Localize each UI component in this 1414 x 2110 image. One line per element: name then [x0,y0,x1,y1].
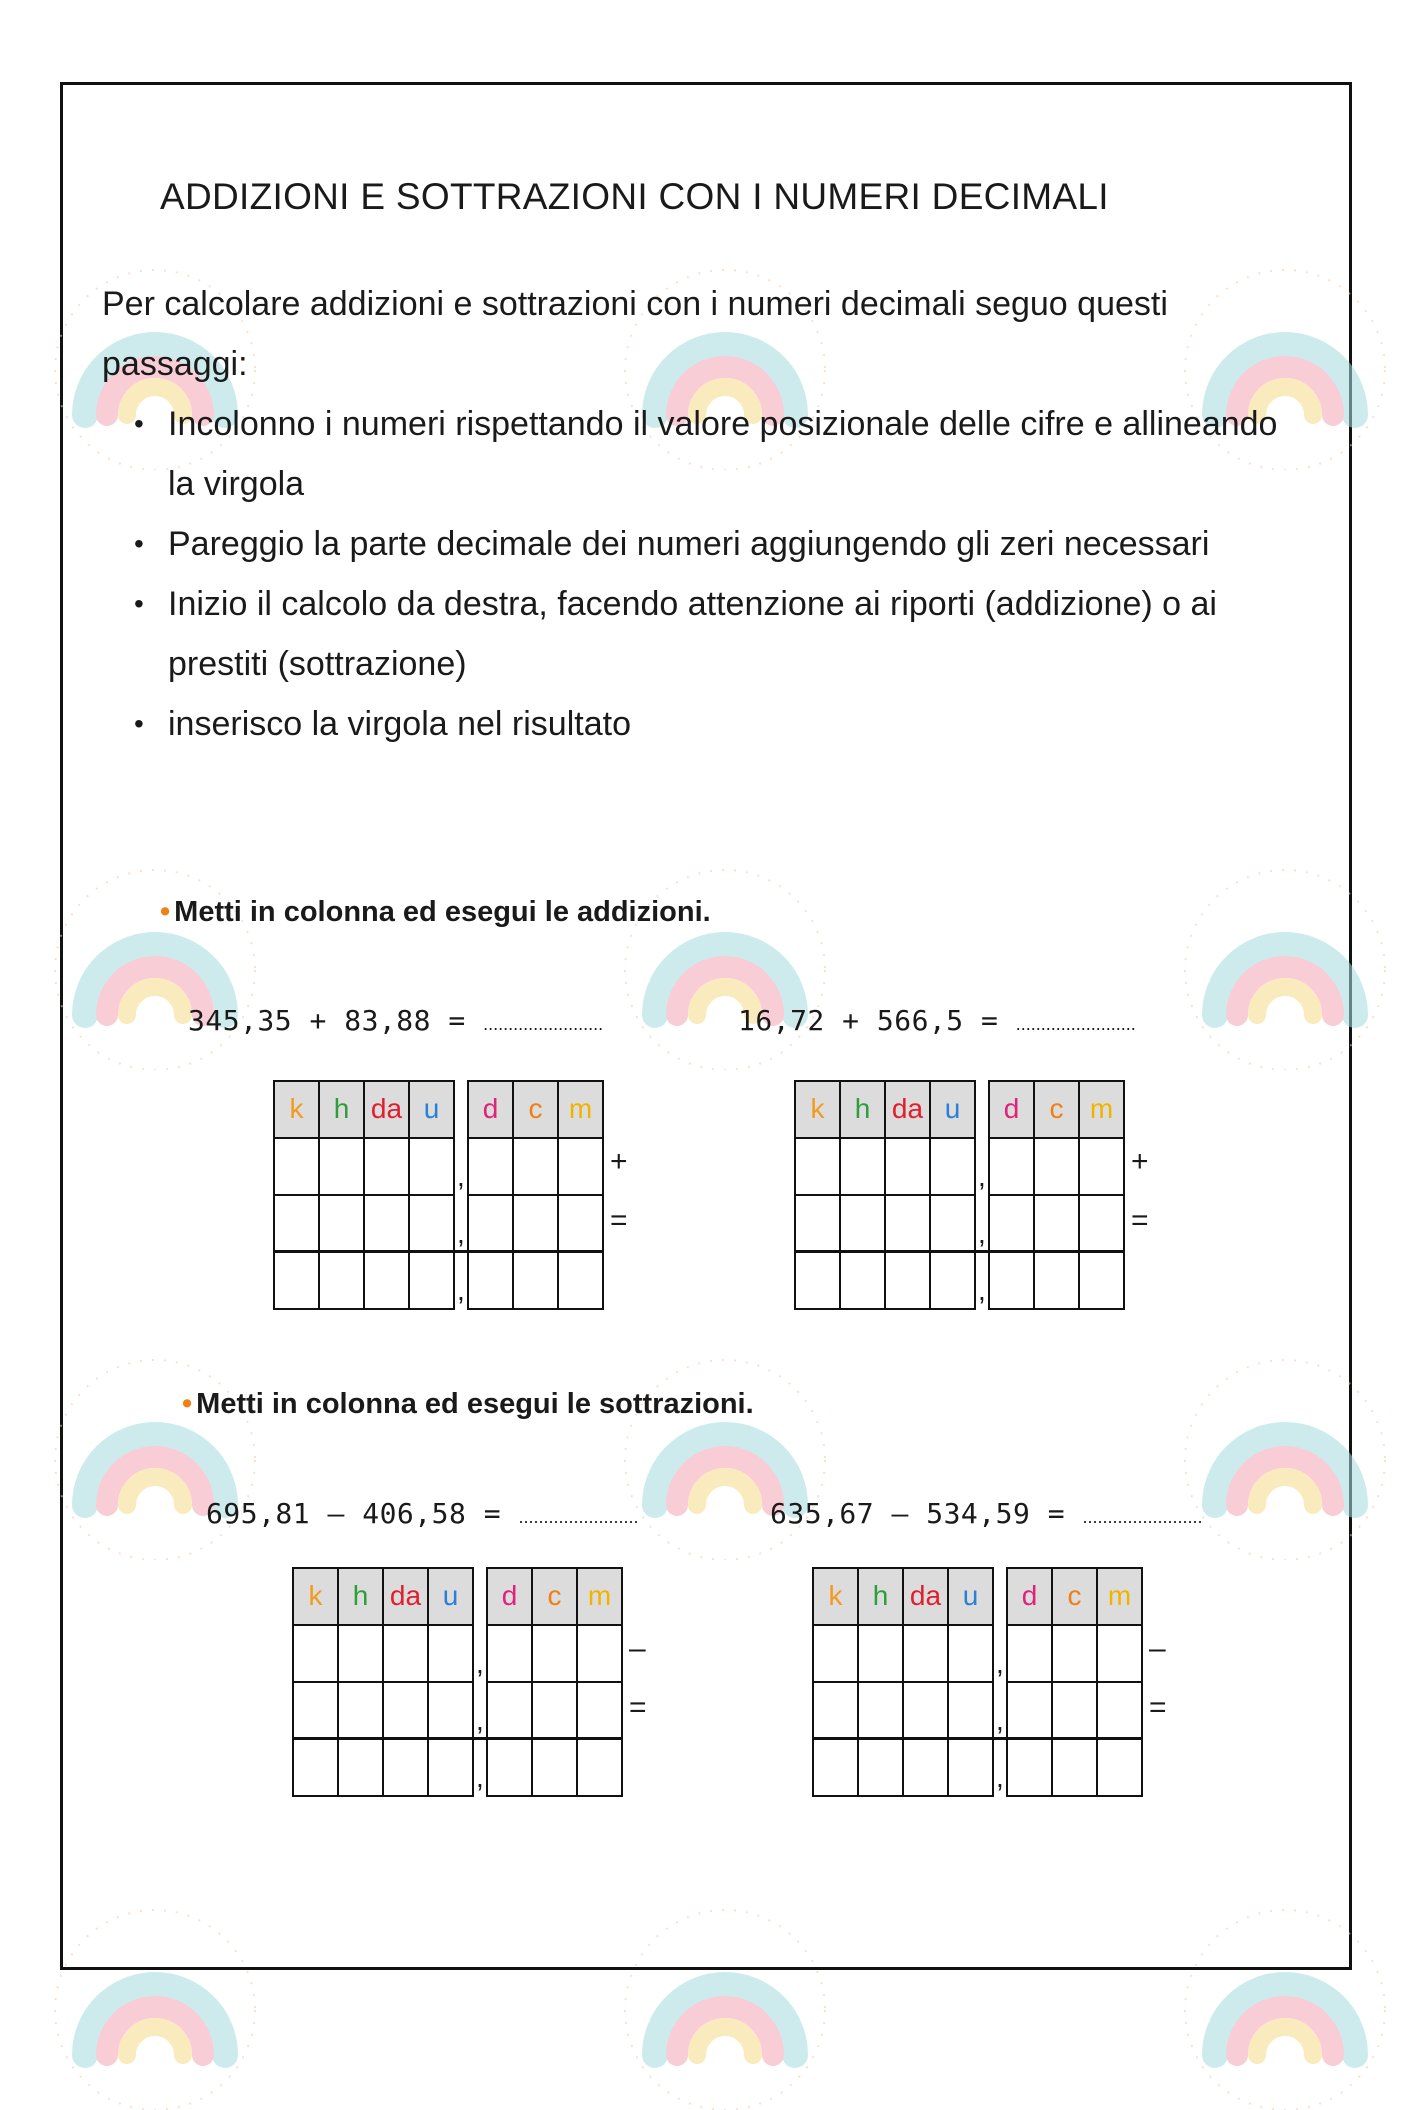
digit-cell[interactable] [318,1194,365,1253]
digit-cell[interactable] [576,1738,623,1797]
expression: 345,35 + 83,88 = [188,1004,466,1037]
digit-cell[interactable] [292,1738,339,1797]
place-header-k: k [812,1567,859,1626]
digit-cell[interactable] [382,1738,429,1797]
addition-heading: • Metti in colonna ed esegui le addizioni. [160,896,711,928]
result-separator-line [273,1250,604,1253]
place-header-c: c [531,1567,578,1626]
digit-cell[interactable] [839,1194,886,1253]
digit-cell[interactable] [1006,1624,1053,1683]
digit-cell[interactable] [292,1681,339,1740]
digit-cell[interactable] [382,1624,429,1683]
digit-cell[interactable] [486,1681,533,1740]
step-item: • Incolonno i numeri rispettando il valore posizionale delle cifre e allineando la virgola [168,394,1308,514]
expression: 635,67 – 534,59 = [770,1497,1066,1530]
result-separator-line [794,1250,1125,1253]
place-header-c: c [1051,1567,1098,1626]
place-header-c: c [1033,1080,1080,1139]
digit-cell[interactable] [486,1624,533,1683]
place-header-m: m [557,1080,604,1139]
digit-cell[interactable] [363,1251,410,1310]
answer-blank[interactable]: ........................ [1082,1507,1203,1527]
digit-cell[interactable] [1096,1681,1143,1740]
digit-cell[interactable] [337,1681,384,1740]
place-header-d: d [467,1080,514,1139]
digit-cell[interactable] [884,1137,931,1196]
decimal-comma: , [476,1648,484,1679]
digit-cell[interactable] [273,1137,320,1196]
rainbow-watermark-icon [1170,840,1400,1070]
digit-cell[interactable] [557,1194,604,1253]
decimal-comma: , [978,1275,986,1306]
digit-cell[interactable] [363,1194,410,1253]
result-separator-line [292,1737,623,1740]
digit-cell[interactable] [794,1251,841,1310]
place-header-m: m [576,1567,623,1626]
digit-cell[interactable] [557,1251,604,1310]
place-header-m: m [1078,1080,1125,1139]
digit-cell[interactable] [427,1738,474,1797]
operator-sign: + [610,1145,628,1178]
orange-bullet-icon: • [182,1388,193,1420]
place-header-u: u [427,1567,474,1626]
digit-cell[interactable] [947,1681,994,1740]
digit-cell[interactable] [467,1194,514,1253]
digit-cell[interactable] [531,1681,578,1740]
place-header-u: u [929,1080,976,1139]
addition-exercise-2 [738,1004,1136,1037]
place-header-da: da [363,1080,410,1139]
digit-cell[interactable] [512,1251,559,1310]
digit-cell[interactable] [427,1681,474,1740]
expression: 695,81 – 406,58 = [206,1497,502,1530]
step-item: • inserisco la virgola nel risultato [168,694,1308,754]
decimal-comma: , [996,1648,1004,1679]
place-header-d: d [486,1567,533,1626]
decimal-comma: , [457,1161,465,1192]
decimal-comma: , [996,1705,1004,1736]
digit-cell[interactable] [467,1137,514,1196]
decimal-comma: , [996,1762,1004,1793]
decimal-comma: , [978,1218,986,1249]
digit-cell[interactable] [1033,1137,1080,1196]
place-header-h: h [318,1080,365,1139]
digit-cell[interactable] [1006,1681,1053,1740]
rainbow-watermark-icon [40,1880,270,2110]
digit-cell[interactable] [794,1194,841,1253]
digit-cell[interactable] [318,1251,365,1310]
digit-cell[interactable] [337,1738,384,1797]
equals-sign: = [1149,1691,1167,1724]
subtraction-exercise-1 [206,1497,638,1530]
step-item: • Pareggio la parte decimale dei numeri aggiungendo gli zeri necessari [168,514,1308,574]
page-title: ADDIZIONI E SOTTRAZIONI CON I NUMERI DECIMALI [160,176,1109,217]
digit-cell[interactable] [839,1251,886,1310]
digit-cell[interactable] [929,1137,976,1196]
place-header-u: u [947,1567,994,1626]
decimal-comma: , [457,1218,465,1249]
place-header-d: d [988,1080,1035,1139]
digit-cell[interactable] [408,1194,455,1253]
digit-cell[interactable] [318,1137,365,1196]
equals-sign: = [1131,1204,1149,1237]
digit-cell[interactable] [363,1137,410,1196]
place-header-h: h [839,1080,886,1139]
answer-blank[interactable]: ........................ [518,1507,639,1527]
digit-cell[interactable] [857,1738,904,1797]
digit-cell[interactable] [467,1251,514,1310]
digit-cell[interactable] [292,1624,339,1683]
digit-cell[interactable] [929,1194,976,1253]
digit-cell[interactable] [1006,1738,1053,1797]
place-header-da: da [884,1080,931,1139]
digit-cell[interactable] [1051,1738,1098,1797]
digit-cell[interactable] [988,1251,1035,1310]
answer-blank[interactable]: ........................ [1015,1014,1136,1034]
operator-sign: – [629,1632,646,1665]
place-header-da: da [902,1567,949,1626]
decimal-comma: , [476,1762,484,1793]
steps-list [120,394,1308,754]
digit-cell[interactable] [337,1624,384,1683]
digit-cell[interactable] [427,1624,474,1683]
digit-cell[interactable] [947,1738,994,1797]
digit-cell[interactable] [884,1194,931,1253]
digit-cell[interactable] [857,1681,904,1740]
digit-cell[interactable] [382,1681,429,1740]
digit-cell[interactable] [812,1738,859,1797]
digit-cell[interactable] [408,1251,455,1310]
answer-blank[interactable]: ........................ [483,1014,604,1034]
place-header-k: k [794,1080,841,1139]
digit-cell[interactable] [1078,1137,1125,1196]
place-header-h: h [337,1567,384,1626]
decimal-comma: , [978,1161,986,1192]
step-item: • Inizio il calcolo da destra, facendo attenzione ai riporti (addizione) o ai prestiti (sottrazione) [168,574,1308,694]
digit-cell[interactable] [408,1137,455,1196]
operator-sign: + [1131,1145,1149,1178]
equals-sign: = [610,1204,628,1237]
place-header-u: u [408,1080,455,1139]
digit-cell[interactable] [576,1624,623,1683]
digit-cell[interactable] [576,1681,623,1740]
addition-exercise-1 [188,1004,603,1037]
result-separator-line [812,1737,1143,1740]
rainbow-watermark-icon [610,1880,840,2110]
digit-cell[interactable] [902,1738,949,1797]
rainbow-watermark-icon [1170,1880,1400,2110]
place-header-da: da [382,1567,429,1626]
place-header-k: k [273,1080,320,1139]
digit-cell[interactable] [812,1624,859,1683]
place-header-m: m [1096,1567,1143,1626]
place-header-k: k [292,1567,339,1626]
digit-cell[interactable] [1033,1251,1080,1310]
digit-cell[interactable] [273,1194,320,1253]
digit-cell[interactable] [273,1251,320,1310]
intro-text: Per calcolare addizioni e sottrazioni con i numeri decimali seguo questi passaggi: [102,285,1168,383]
digit-cell[interactable] [557,1137,604,1196]
digit-cell[interactable] [794,1137,841,1196]
digit-cell[interactable] [857,1624,904,1683]
orange-bullet-icon: • [160,896,171,928]
digit-cell[interactable] [947,1624,994,1683]
place-header-h: h [857,1567,904,1626]
digit-cell[interactable] [929,1251,976,1310]
digit-cell[interactable] [988,1194,1035,1253]
equals-sign: = [629,1691,647,1724]
digit-cell[interactable] [512,1194,559,1253]
subtraction-exercise-2 [770,1497,1202,1530]
digit-cell[interactable] [512,1137,559,1196]
digit-cell[interactable] [1051,1624,1098,1683]
digit-cell[interactable] [1078,1194,1125,1253]
digit-cell[interactable] [988,1137,1035,1196]
subtraction-heading: • Metti in colonna ed esegui le sottrazioni. [182,1388,754,1420]
digit-cell[interactable] [531,1738,578,1797]
digit-cell[interactable] [1078,1251,1125,1310]
digit-cell[interactable] [1033,1194,1080,1253]
digit-cell[interactable] [1096,1624,1143,1683]
digit-cell[interactable] [486,1738,533,1797]
decimal-comma: , [476,1705,484,1736]
expression: 16,72 + 566,5 = [738,1004,999,1037]
operator-sign: – [1149,1632,1166,1665]
digit-cell[interactable] [884,1251,931,1310]
digit-cell[interactable] [812,1681,859,1740]
digit-cell[interactable] [902,1624,949,1683]
place-header-d: d [1006,1567,1053,1626]
digit-cell[interactable] [902,1681,949,1740]
place-header-c: c [512,1080,559,1139]
rainbow-watermark-icon [1170,1330,1400,1560]
digit-cell[interactable] [531,1624,578,1683]
decimal-comma: , [457,1275,465,1306]
digit-cell[interactable] [1096,1738,1143,1797]
digit-cell[interactable] [839,1137,886,1196]
digit-cell[interactable] [1051,1681,1098,1740]
